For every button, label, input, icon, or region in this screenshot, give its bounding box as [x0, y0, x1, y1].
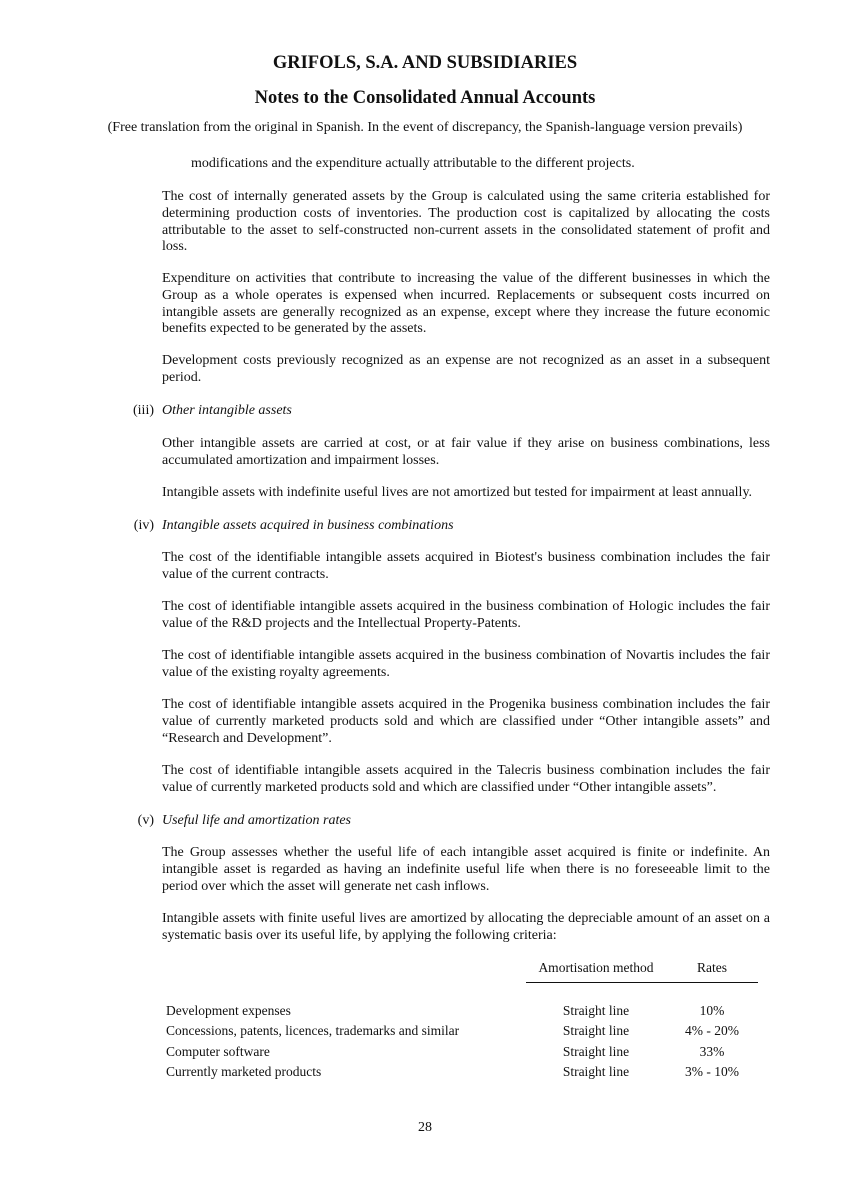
page-number: 28	[418, 1120, 432, 1135]
row-rate: 10%	[699, 1002, 725, 1018]
paragraph-useful-life: The Group assesses whether the useful life of each intangible asset acquired is finite or indefinite. An intangible asset is regarded as having an indefinite useful life when there is no foreseeable limit to the period over which the asset will generate net cash inflows.	[162, 845, 770, 894]
table-row	[162, 1064, 758, 1085]
section-number-iii: (iii)	[133, 403, 154, 418]
section-title-v: Useful life and amortization rates	[162, 813, 351, 828]
section-title-iv: Intangible assets acquired in business combinations	[162, 518, 454, 533]
row-rate: 33%	[699, 1043, 725, 1059]
paragraph-novartis: The cost of identifiable intangible assets acquired in the business combination of Novartis includes the fair value of the existing royalty agreements.	[162, 648, 770, 680]
row-method: Straight line	[562, 1043, 630, 1059]
paragraph-finite-useful-lives: Intangible assets with finite useful lives are amortized by allocating the depreciable amount of an asset on a systematic basis over its useful life, by applying the following criteria:	[162, 911, 770, 943]
document-title: Notes to the Consolidated Annual Accounts	[254, 88, 596, 108]
row-rate: 4% - 20%	[685, 1023, 739, 1038]
paragraph-other-intangible-1: Other intangible assets are carried at cost, or at fair value if they arise on business combinations, less accumulated amortization and impairment losses.	[162, 436, 770, 468]
paragraph-internally-generated-assets: The cost of internally generated assets by the Group is calculated using the same criteria established for determining production costs of inventories. The production cost is capitalized by allocating the costs attributable to the asset to self-constructed non-current assets in the consolidated statement of profit and loss.	[162, 189, 770, 255]
row-name: Development expenses	[166, 1002, 291, 1018]
translation-note: (Free translation from the original in Spanish. In the event of discrepancy, the Spanish-language version prevails)	[107, 120, 743, 135]
row-method: Straight line	[562, 1064, 630, 1079]
paragraph-continuation: modifications and the expenditure actually attributable to the different projects.	[191, 156, 635, 171]
amortization-rates-table	[162, 960, 758, 1085]
table-row	[162, 1023, 758, 1044]
row-method: Straight line	[562, 1023, 630, 1038]
paragraph-biotest: The cost of the identifiable intangible assets acquired in Biotest's business combination includes the fair value of the current contracts.	[162, 550, 770, 582]
company-name: GRIFOLS, S.A. AND SUBSIDIARIES	[272, 53, 578, 73]
table-header-blank	[162, 960, 526, 982]
row-rate: 3% - 10%	[685, 1064, 739, 1079]
row-name: Currently marketed products	[166, 1064, 322, 1079]
row-name: Computer software	[166, 1043, 270, 1059]
paragraph-development-costs: Development costs previously recognized as an expense are not recognized as an asset in a subsequent period.	[162, 353, 770, 385]
table-row	[162, 1044, 758, 1065]
paragraph-expenditure-activities: Expenditure on activities that contribute to increasing the value of the different businesses in which the Group as a whole operates is expensed when incurred. Replacements or subsequent costs incurred on intangible assets are generally recognized as an expense, except where they increase the future economic benefits expected to be generated by the assets.	[162, 271, 770, 337]
section-number-iv: (iv)	[133, 518, 154, 533]
column-header-method: Amortisation method	[526, 960, 666, 982]
paragraph-hologic: The cost of identifiable intangible assets acquired in the business combination of Hologic includes the fair value of the R&D projects and the Intellectual Property-Patents.	[162, 599, 770, 631]
row-method: Straight line	[562, 1002, 630, 1018]
paragraph-talecris: The cost of identifiable intangible assets acquired in the Talecris business combination includes the fair value of currently marketed products sold and which are classified under “Other intangible assets”.	[162, 763, 770, 795]
column-header-rates: Rates	[666, 960, 758, 982]
section-title-iii: Other intangible assets	[162, 403, 292, 418]
section-number-v: (v)	[137, 813, 154, 828]
row-name: Concessions, patents, licences, trademarks and similar	[166, 1023, 460, 1038]
paragraph-progenika: The cost of identifiable intangible assets acquired in the Progenika business combination includes the fair value of currently marketed products sold and which are classified under “Other intangible assets” and “Research and Development”.	[162, 697, 770, 746]
paragraph-other-intangible-2: Intangible assets with indefinite useful lives are not amortized but tested for impairment at least annually.	[162, 485, 753, 500]
table-row	[162, 1003, 758, 1024]
